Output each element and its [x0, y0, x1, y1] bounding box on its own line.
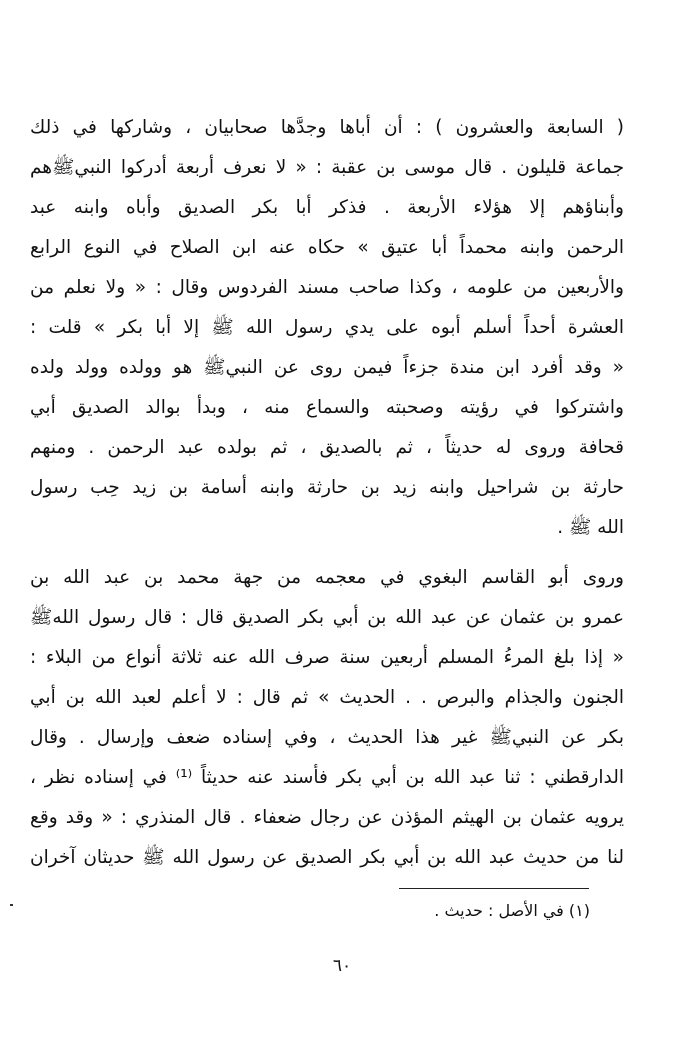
paragraph-1 — [30, 108, 624, 548]
page-body — [30, 108, 624, 878]
text-line: العشرة أحداً أسلم أبوه على يدي رسول الله ﷺ إلا أبا بكر » قلت : — [30, 317, 624, 338]
text-line: جماعة قليلون . قال موسى بن عقبة : « لا نعرف أربعة أدركوا النبيﷺهم — [30, 157, 624, 178]
footnote: (١) في الأصل : حديث . — [434, 901, 590, 920]
text-line: عمرو بن عثمان عن عبد الله بن أبي بكر الصديق قال : قال رسول اللهﷺ — [30, 607, 624, 628]
text-line: لنا من حديث عبد الله بن أبي بكر الصديق عن رسول الله ﷺ حديثان آخران — [30, 847, 624, 868]
footnote-divider — [399, 888, 589, 889]
text-line: الرحمن وابنه محمداً أبا عتيق » حكاه عنه ابن الصلاح في النوع الرابع — [30, 237, 624, 258]
text-line: وروى أبو القاسم البغوي في معجمه من جهة محمد بن عبد الله بن — [30, 567, 624, 588]
text-line: الله ﷺ . — [557, 517, 624, 538]
text-line: « إذا بلغ المرءُ المسلم أربعين سنة صرف الله عنه ثلاثة أنواع من البلاء : — [30, 647, 624, 668]
text-line: والأربعين من علومه ، وكذا صاحب مسند الفردوس وقال : « ولا نعلم من — [30, 277, 624, 298]
text-line: يرويه عثمان بن الهيثم المؤذن عن رجال ضعفاء . قال المنذري : « وقد وقع — [30, 807, 624, 828]
text-line: الجنون والجذام والبرص . . الحديث » ثم قال : لا أعلم لعبد الله بن أبي — [30, 687, 624, 708]
text-line: واشتركوا في رؤيته وصحبته والسماع منه ، وبدأ بوالد الصديق أبي — [30, 397, 624, 418]
text-line: الدارقطني : ثنا عبد الله بن أبي بكر فأسند عنه حديثاً ⁽¹⁾ في إسناده نظر ، — [30, 767, 624, 788]
text-line: « وقد أفرد ابن مندة جزءاً فيمن روى عن النبيﷺ هو وولده وولد ولده — [30, 357, 624, 378]
text-line: بكر عن النبيﷺ غير هذا الحديث ، وفي إسناده ضعف وإرسال . وقال — [30, 727, 624, 748]
page-number: ٦٠ — [332, 956, 352, 976]
paragraph-2 — [30, 558, 624, 878]
scan-speck — [10, 904, 13, 906]
text-line: ( السابعة والعشرون ) : أن أباها وجدَّها صحابيان ، وشاركها في ذلك — [30, 117, 624, 138]
text-line: وأبناؤهم إلا هؤلاء الأربعة . فذكر أبا بكر الصديق وأباه وابنه عبد — [30, 197, 624, 218]
text-line: حارثة بن شراحيل وابنه زيد بن حارثة وابنه أسامة بن زيد حِب رسول — [30, 477, 624, 498]
text-line: قحافة وروى له حديثاً ، ثم بالصديق ، ثم بولده عبد الرحمن . ومنهم — [30, 437, 624, 458]
